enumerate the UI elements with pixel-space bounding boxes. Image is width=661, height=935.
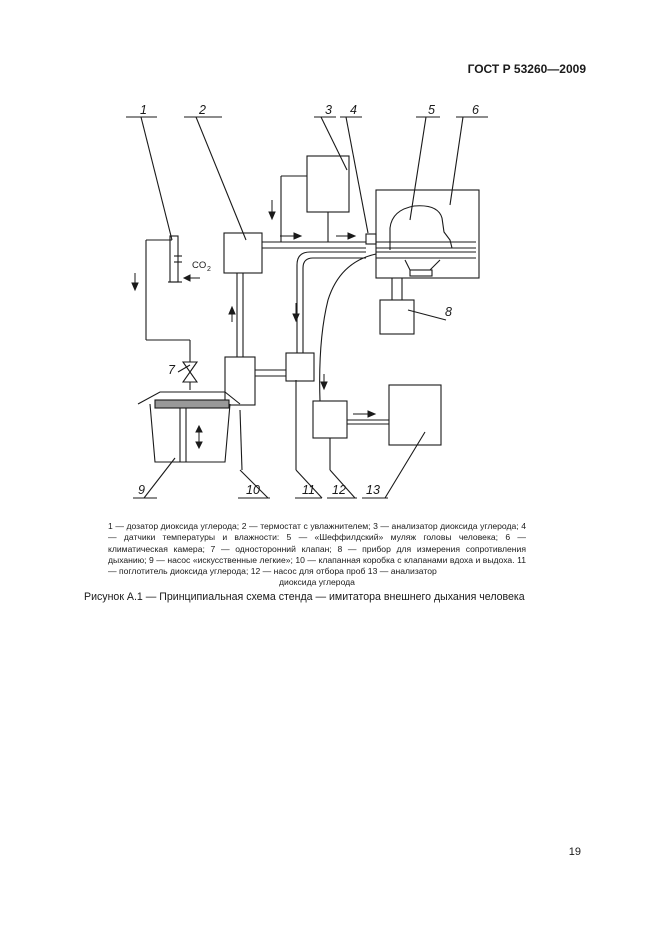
valve-7 [183, 362, 197, 372]
legend-line-5: и выдоха. 11 — поглотитель диоксида углерода; 12 — насос для отбора проб 13 — анализатор [108, 554, 526, 577]
page-number: 19 [568, 846, 581, 858]
label-3: 3 [325, 103, 332, 117]
label-4: 4 [350, 103, 357, 117]
leader-1 [141, 117, 172, 240]
label-2: 2 [199, 103, 206, 117]
head-5 [390, 206, 452, 250]
co2-subscript: 2 [207, 266, 211, 273]
leader-3 [321, 117, 347, 170]
legend-line-2: углерода; 4 — датчики температуры и влажности: 5 — «Шеффилдский» муляж головы человека; [108, 521, 527, 543]
label-7: 7 [168, 363, 175, 377]
box-2-thermostat [224, 233, 262, 273]
legend-line-1: 1 — дозатор диоксида углерода; 2 — термостат с увлажнителем; 3 — анализатор диоксида [108, 521, 478, 531]
leader-5 [410, 117, 426, 220]
leader-10a [240, 410, 242, 470]
box-10-valve-box [225, 357, 255, 405]
leader-9 [144, 458, 175, 498]
dozer-1 [170, 236, 178, 282]
label-11: 11 [302, 483, 315, 497]
legend-line-3: 6 — климатическая камера; 7 — односторонний клапан; 8 — прибор для измерения сопротивления [108, 532, 526, 554]
leader-6 [450, 117, 463, 205]
label-10: 10 [246, 483, 260, 497]
label-1: 1 [140, 103, 147, 117]
box-3-analyzer [307, 156, 349, 212]
figure-legend [108, 521, 526, 589]
label-9: 9 [138, 483, 145, 497]
box-8-resistance-meter [380, 300, 414, 334]
box-6-chamber [376, 190, 479, 278]
co2-label: CO [192, 260, 207, 271]
label-8: 8 [445, 305, 452, 319]
legend-line-6: диоксида углерода [279, 577, 355, 588]
label-12: 12 [332, 483, 346, 497]
label-6: 6 [472, 103, 479, 117]
standard-header: ГОСТ Р 53260—2009 [467, 62, 586, 76]
box-4-sensor [366, 234, 376, 244]
label-5: 5 [428, 103, 435, 117]
label-13: 13 [366, 483, 380, 497]
box-11-absorber [286, 353, 314, 381]
leader-2 [196, 117, 246, 240]
figure-caption: Рисунок А.1 — Принципиальная схема стенда — имитатора внешнего дыхания человека [84, 591, 525, 603]
box-12-pump [313, 401, 347, 438]
box-13-analyzer [389, 385, 441, 445]
leader-13 [385, 432, 425, 498]
legend-line-4: дыханию; 9 — насос «искусственные легкие»; 10 — клапанная коробка с клапанами вдоха [108, 554, 474, 565]
